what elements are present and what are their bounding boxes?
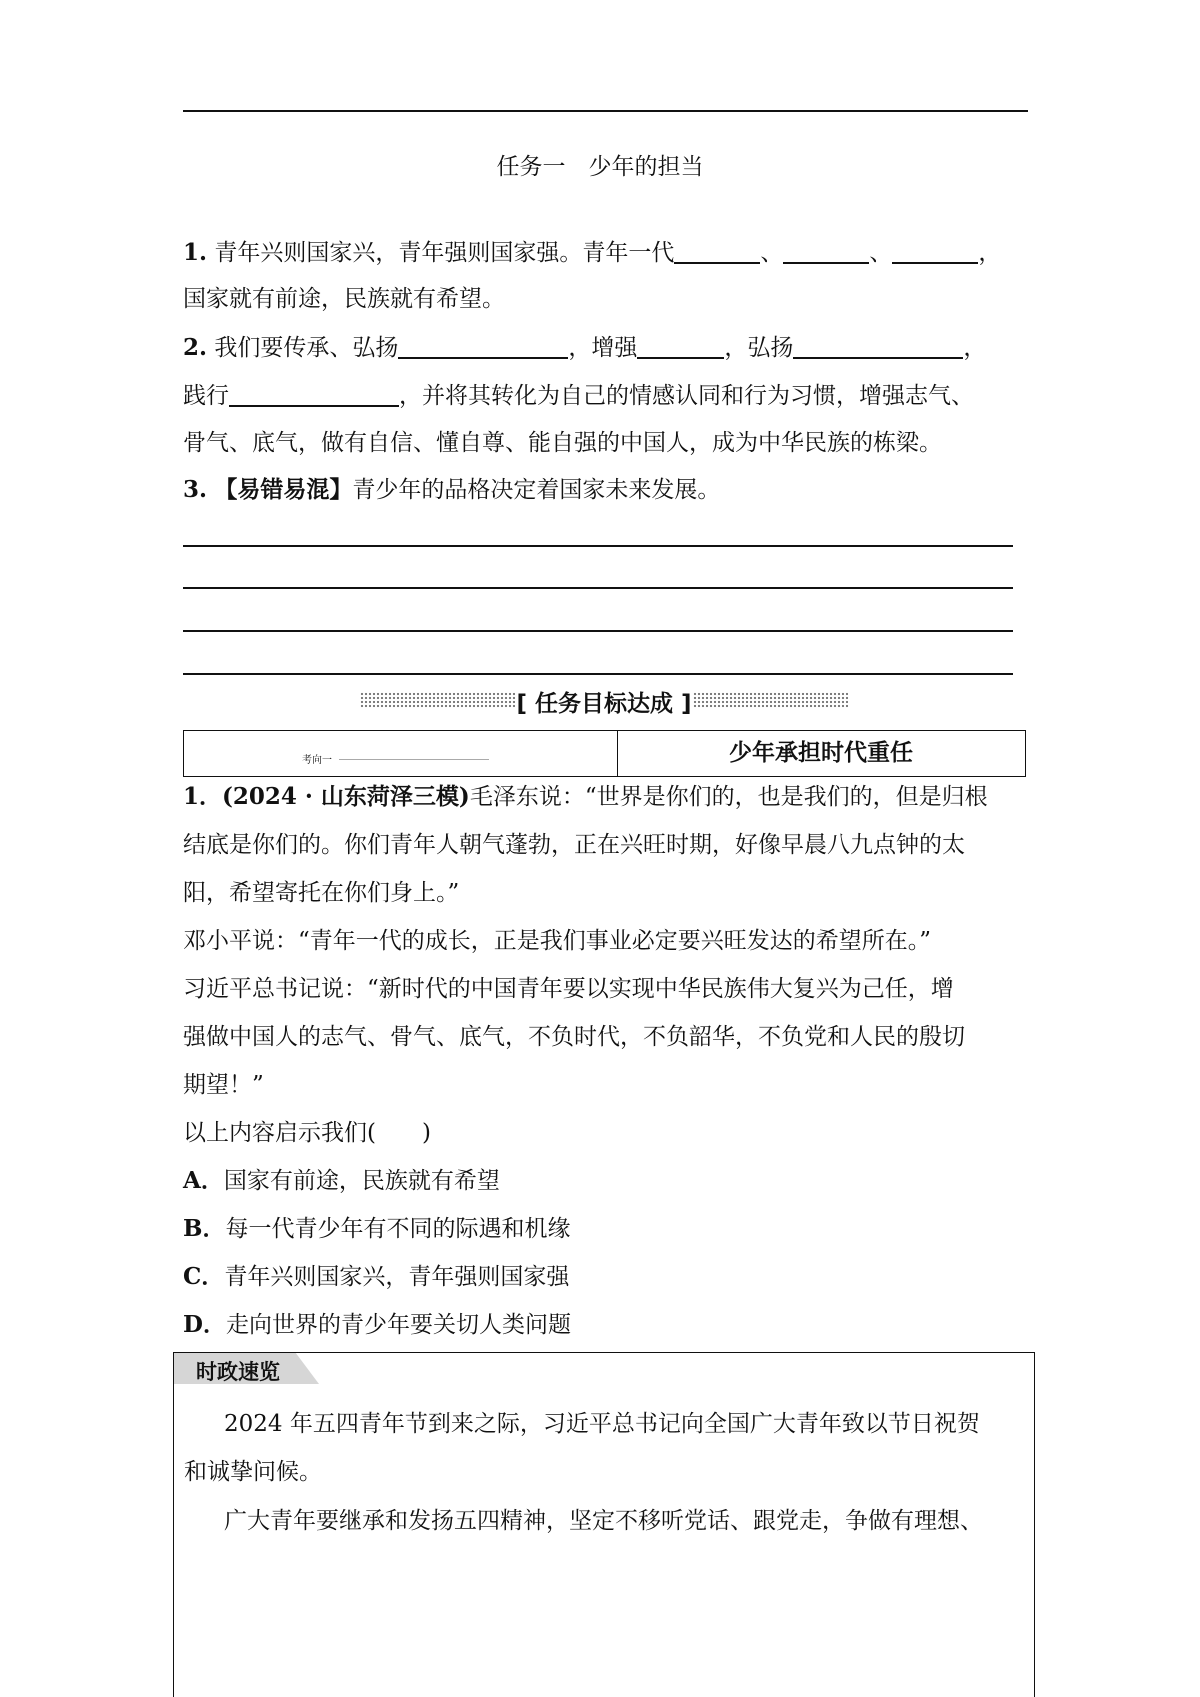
error-prone-tag: 【易错易混】 xyxy=(214,476,353,503)
fill-blank[interactable] xyxy=(637,333,724,359)
top-rule xyxy=(183,110,1028,112)
kaoxiang-table xyxy=(183,730,1026,777)
dotted-decoration xyxy=(693,692,848,708)
question-prompt: 以上内容启示我们( ) xyxy=(183,1120,431,1146)
task-title: 任务一 少年的担当 xyxy=(496,154,704,180)
answer-line[interactable] xyxy=(183,673,1013,675)
fill-item-2-line-3: 骨气、底气，做有自信、懂自尊、能自强的中国人，成为中华民族的栋梁。 xyxy=(183,430,942,456)
item-text: ，并将其转化为自己的情感认同和行为习惯，增强志气、 xyxy=(399,383,974,409)
question-line-4: 邓小平说：“青年一代的成长，正是我们事业必定要兴旺发达的希望所在。” xyxy=(183,928,932,954)
fill-blank[interactable] xyxy=(892,238,978,264)
punctuation: ， xyxy=(963,335,987,361)
tag-underline xyxy=(339,759,489,760)
news-paragraph-2-line-1: 广大青年要继承和发扬五四精神，坚定不移听党话、跟党走，争做有理想、 xyxy=(224,1508,983,1534)
question-source: (2024 · 山东菏泽三模) xyxy=(222,783,470,810)
option-b[interactable] xyxy=(183,1214,570,1244)
fill-item-3 xyxy=(183,475,720,505)
question-line-5: 习近平总书记说：“新时代的中国青年要以实现中华民族伟大复兴为己任，增 xyxy=(183,976,954,1002)
option-text: 每一代青少年有不同的际遇和机缘 xyxy=(225,1216,571,1242)
question-line-2: 结底是你们的。你们青年人朝气蓬勃，正在兴旺时期，好像早晨八九点钟的太 xyxy=(183,832,965,858)
fill-blank[interactable] xyxy=(398,333,568,359)
news-paragraph-1-line-1: 2024 年五四青年节到来之际，习近平总书记向全国广大青年致以节日祝贺 xyxy=(224,1411,980,1437)
option-letter: B． xyxy=(183,1215,226,1242)
answer-line[interactable] xyxy=(183,545,1013,547)
item-text: 我们要传承、弘扬 xyxy=(214,335,399,361)
fill-blank[interactable] xyxy=(674,238,760,264)
section-heading-text: [ 任务目标达成 ] xyxy=(516,691,692,717)
news-tab-label: 时政速览 xyxy=(196,1360,280,1384)
separator: 、 xyxy=(760,240,784,266)
option-text: 走向世界的青少年要关切人类问题 xyxy=(225,1312,571,1338)
fill-item-2-line-1 xyxy=(183,333,986,363)
option-text: 国家有前途，民族就有希望 xyxy=(223,1168,500,1194)
answer-line[interactable] xyxy=(183,630,1013,632)
separator: 、 xyxy=(869,240,893,266)
option-a[interactable] xyxy=(183,1166,500,1196)
fill-item-1-line-1 xyxy=(183,238,1001,268)
punctuation: ， xyxy=(978,240,1002,266)
option-letter: A． xyxy=(183,1167,224,1194)
fill-blank[interactable] xyxy=(229,381,399,407)
question-text: 毛泽东说：“世界是你们的，也是我们的，但是归根 xyxy=(469,784,988,810)
question-line-3: 阳，希望寄托在你们身上。” xyxy=(183,880,460,906)
kaoxiang-tag-cell xyxy=(184,731,618,776)
option-letter: C． xyxy=(183,1263,225,1290)
section-heading xyxy=(360,685,848,715)
item-text: ，弘扬 xyxy=(724,335,794,361)
item-number: 1. xyxy=(183,239,208,266)
kaoxiang-tag: 考向一 xyxy=(302,755,332,766)
fill-item-1-line-2: 国家就有前途，民族就有希望。 xyxy=(183,286,505,312)
option-text: 青年兴则国家兴，青年强则国家强 xyxy=(224,1264,570,1290)
question-line-7: 期望！” xyxy=(183,1072,264,1098)
item-text: 青少年的品格决定着国家未来发展。 xyxy=(352,477,721,503)
question-line-1 xyxy=(183,782,988,812)
fill-item-2-line-2 xyxy=(183,381,974,411)
fill-blank[interactable] xyxy=(783,238,869,264)
kaoxiang-title: 少年承担时代重任 xyxy=(729,740,913,766)
item-text: 践行 xyxy=(183,383,229,409)
option-d[interactable] xyxy=(183,1310,571,1340)
item-number: 2. xyxy=(183,334,208,361)
item-text: 青年兴则国家兴，青年强则国家强。青年一代 xyxy=(214,240,675,266)
dotted-decoration xyxy=(360,692,515,708)
news-paragraph-1-line-2: 和诚挚问候。 xyxy=(184,1459,322,1485)
option-letter: D． xyxy=(183,1311,226,1338)
news-box xyxy=(173,1352,1035,1697)
fill-blank[interactable] xyxy=(793,333,963,359)
question-line-6: 强做中国人的志气、骨气、底气，不负时代，不负韶华，不负党和人民的殷切 xyxy=(183,1024,965,1050)
question-number: 1． xyxy=(183,783,223,810)
option-c[interactable] xyxy=(183,1262,569,1292)
item-number: 3. xyxy=(183,476,208,503)
item-text: ，增强 xyxy=(568,335,638,361)
answer-line[interactable] xyxy=(183,587,1013,589)
